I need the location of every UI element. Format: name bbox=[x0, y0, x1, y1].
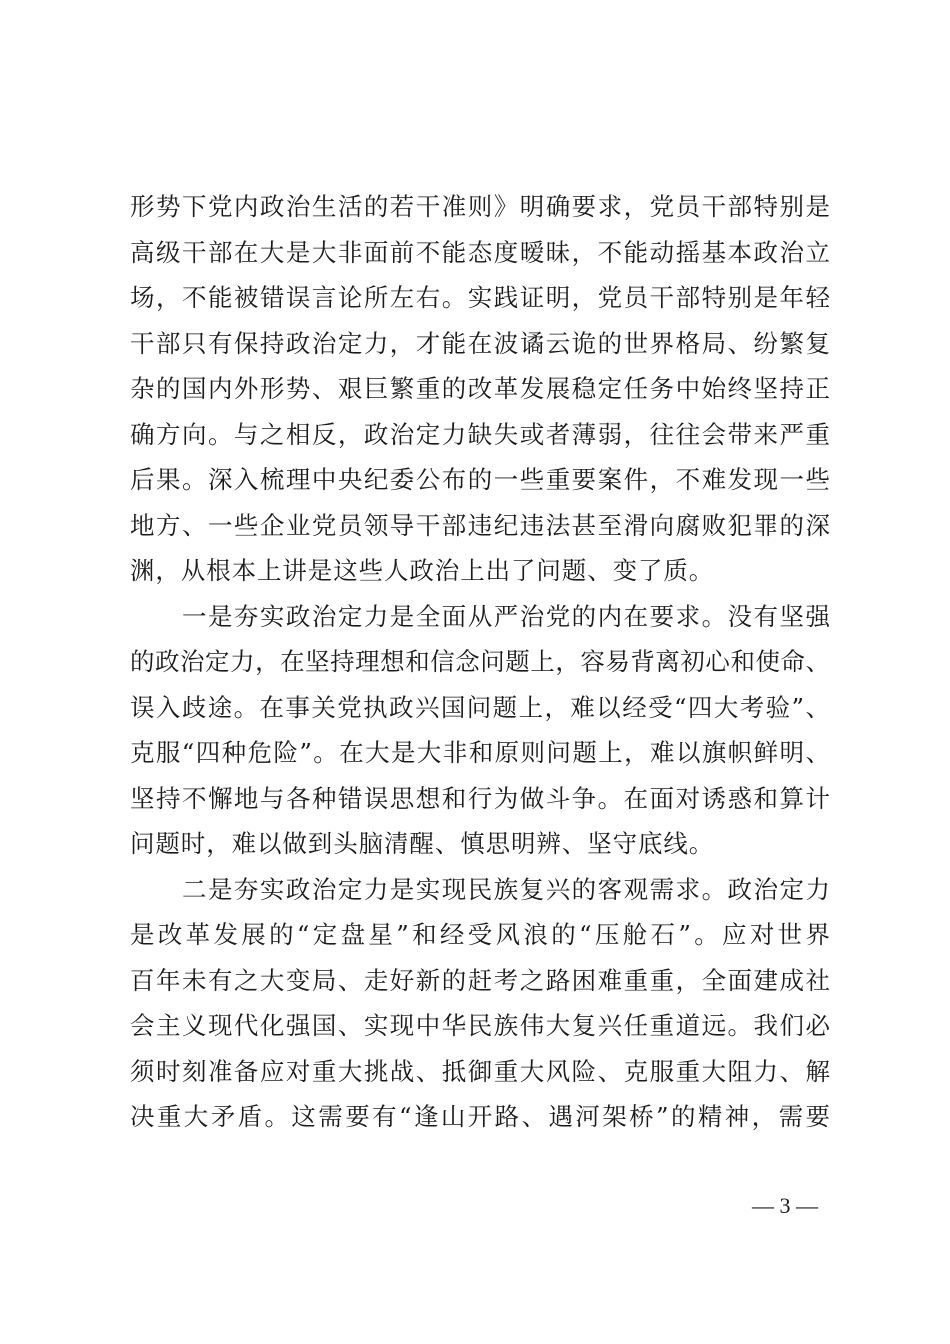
text-line: 形势下党内政治生活的若干准则》明确要求，党员干部特别是 bbox=[130, 192, 830, 221]
text-line: 杂的国内外形势、艰巨繁重的改革发展稳定任务中始终坚持正 bbox=[130, 374, 830, 403]
text-line: 后果。深入梳理中央纪委公布的一些重要案件，不难发现一些 bbox=[130, 465, 830, 494]
text-line: 地方、一些企业党员领导干部违纪违法甚至滑向腐败犯罪的深 bbox=[130, 510, 830, 540]
text-line: 高级干部在大是大非面前不能态度暧昧，不能动摇基本政治立 bbox=[130, 237, 830, 267]
text-line: 须时刻准备应对重大挑战、抵御重大风险、克服重大阻力、解 bbox=[130, 1056, 830, 1086]
text-line: 的政治定力，在坚持理想和信念问题上，容易背离初心和使命、 bbox=[130, 647, 830, 676]
text-line: 场，不能被错误言论所左右。实践证明，党员干部特别是年轻 bbox=[130, 283, 830, 312]
text-line: 百年未有之大变局、走好新的赶考之路困难重重，全面建成社 bbox=[130, 965, 830, 995]
text-line: 渊，从根本上讲是这些人政治上出了问题、变了质。 bbox=[130, 556, 715, 585]
text-line: 决重大矛盾。这需要有“逢山开路、遇河架桥”的精神，需要 bbox=[130, 1102, 830, 1131]
text-line: 会主义现代化强国、实现中华民族伟大复兴任重道远。我们必 bbox=[130, 1011, 830, 1040]
text-line: 克服“四种危险”。在大是大非和原则问题上，难以旗帜鲜明、 bbox=[130, 738, 830, 767]
text-line: 确方向。与之相反，政治定力缺失或者薄弱，往往会带来严重 bbox=[130, 419, 830, 449]
text-line: 干部只有保持政治定力，才能在波谲云诡的世界格局、纷繁复 bbox=[130, 328, 830, 358]
text-line: 问题时，难以做到头脑清醒、慎思明辨、坚守底线。 bbox=[130, 829, 715, 858]
text-line: 一是夯实政治定力是全面从严治党的内在要求。没有坚强 bbox=[130, 601, 830, 631]
body-text bbox=[130, 184, 830, 1140]
text-line: 是改革发展的“定盘星”和经受风浪的“压舱石”。应对世界 bbox=[130, 920, 830, 949]
text-line: 坚持不懈地与各种错误思想和行为做斗争。在面对诱惑和算计 bbox=[130, 783, 830, 813]
page-number: — 3 — bbox=[752, 1193, 818, 1218]
text-line: 误入歧途。在事关党执政兴国问题上，难以经受“四大考验”、 bbox=[130, 692, 830, 722]
text-line: 二是夯实政治定力是实现民族复兴的客观需求。政治定力 bbox=[130, 874, 830, 904]
